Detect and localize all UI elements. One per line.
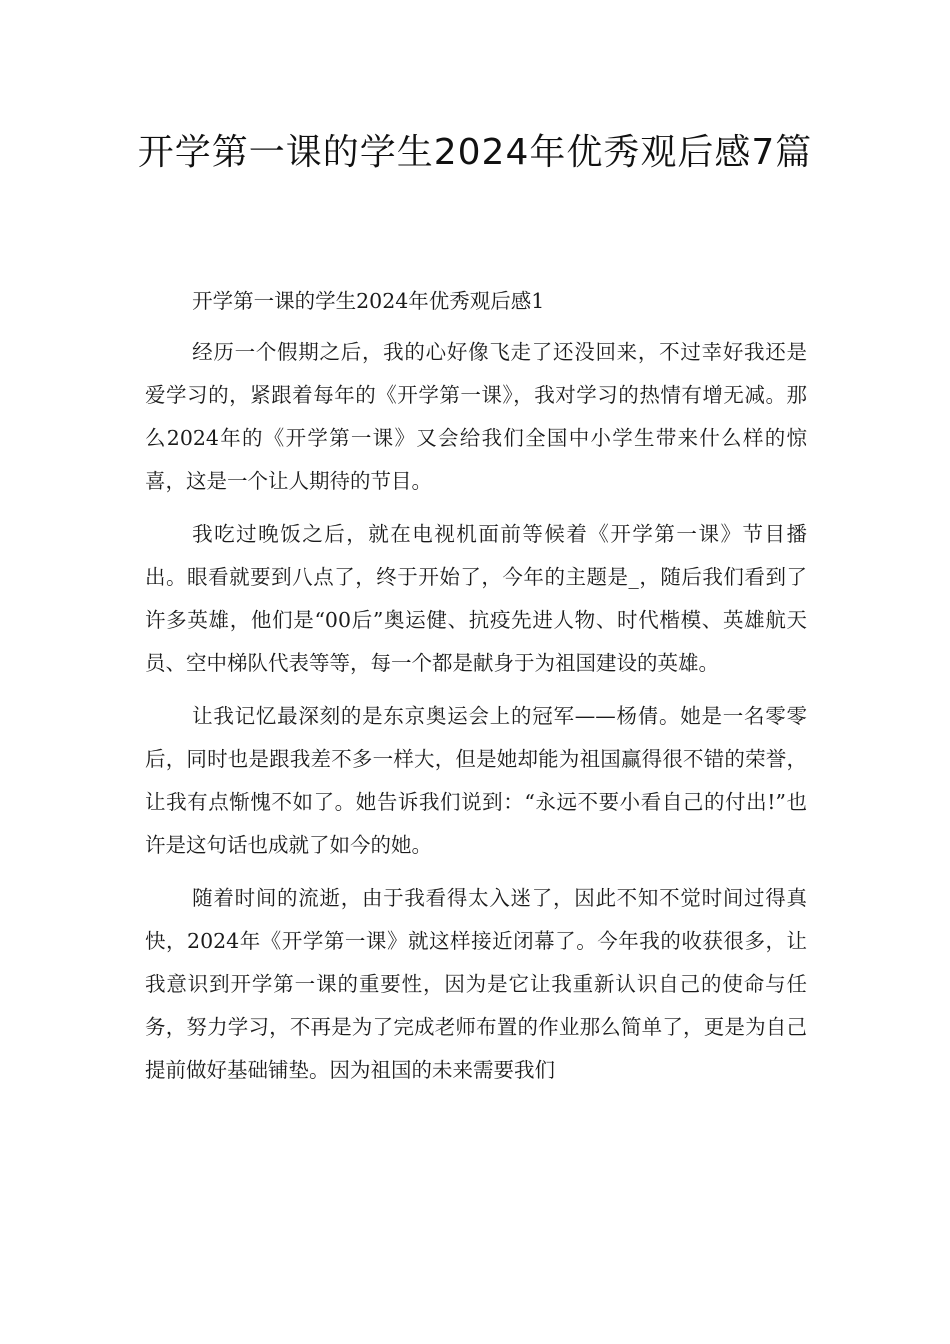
section-heading: 开学第一课的学生2024年优秀观后感1 <box>192 289 545 313</box>
document-title: 开学第一课的学生2024年优秀观后感7篇 <box>137 132 813 173</box>
paragraph-4: 随着时间的流逝，由于我看得太入迷了，因此不知不觉时间过得真快，2024年《开学第一课》就这样接近闭幕了。今年我的收获很多，让我意识到开学第一课的重要性，因为是它让我重新认识自己的使命与任务，努力学习，不再是为了完成老师布置的作业那么简单了，更是为自己提前做好基础铺垫。因为祖国的未来需要我们 <box>145 886 807 1082</box>
paragraph-3: 让我记忆最深刻的是东京奥运会上的冠军——杨倩。她是一名零零后，同时也是跟我差不多一样大，但是她却能为祖国赢得很不错的荣誉，让我有点惭愧不如了。她告诉我们说到：“永远不要小看自己的付出!”也许是这句话也成就了如今的她。 <box>145 704 807 857</box>
paragraph-2: 我吃过晚饭之后，就在电视机面前等候着《开学第一课》节目播出。眼看就要到八点了，终于开始了，今年的主题是_，随后我们看到了许多英雄，他们是“00后”奥运健、抗疫先进人物、时代楷模、英雄航天员、空中梯队代表等等，每一个都是献身于为祖国建设的英雄。 <box>145 522 807 675</box>
paragraph-1: 经历一个假期之后，我的心好像飞走了还没回来，不过幸好我还是爱学习的，紧跟着每年的《开学第一课》，我对学习的热情有增无减。那么2024年的《开学第一课》又会给我们全国中小学生带来什么样的惊喜，这是一个让人期待的节目。 <box>145 340 807 493</box>
document-body <box>145 280 807 1102</box>
